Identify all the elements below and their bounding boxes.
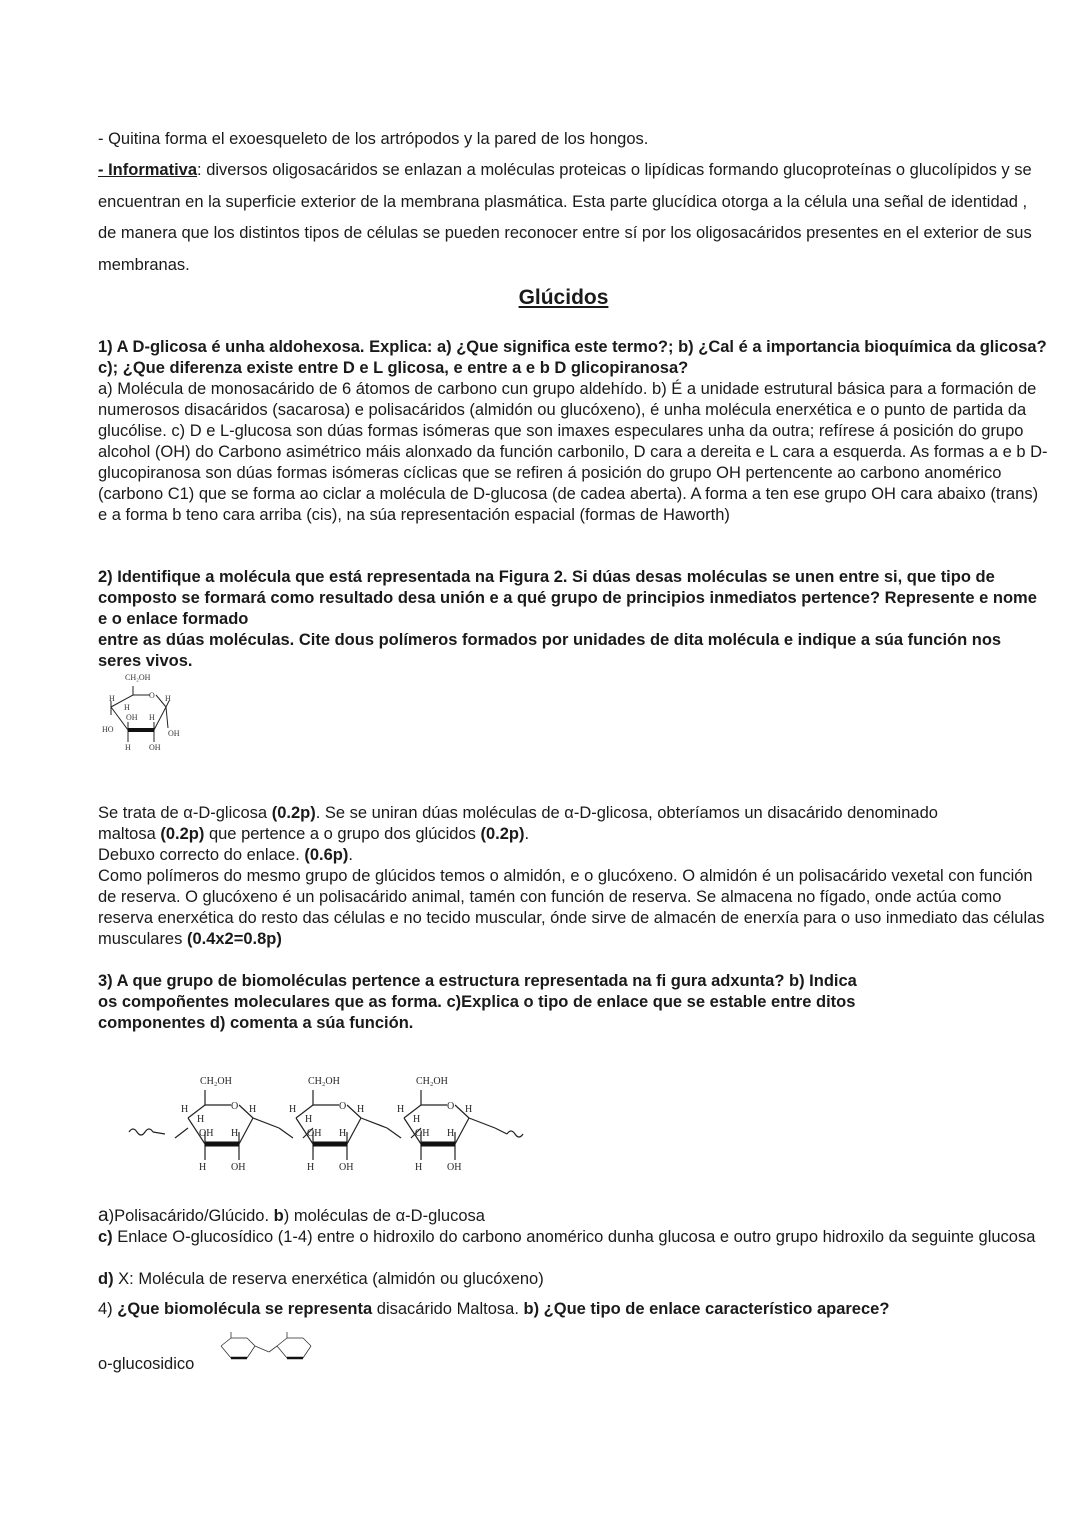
- fig2-h-label: H: [109, 694, 115, 703]
- q2-answer-line3: [98, 845, 1048, 866]
- informativa-text: : diversos oligosacáridos se enlazan a moléculas proteicas o lipídicas formando glucoproteínas o glucolípidos y se encuentran en la superficie exterior de la membrana plasmática. Esta parte glucídica otorga a la célula una señal de identidad , de manera que los distintos tipos de células se pueden reconocer entre sí por los oligosacáridos presentes en el exterior de sus membranas.: [98, 161, 1032, 274]
- q2-points: (0.2p): [271, 804, 316, 822]
- fig2-h-label: H: [165, 694, 171, 703]
- q1-answer: a) Molécula de monosacárido de 6 átomos de carbono cun grupo aldehído. b) É a unidade estrutural básica para a formación de numerosos disacáridos (sacarosa) e polisacáridos (almidón ou glucóxeno), é unha molécula enerxética e o punto de partida da glucólise. c) D e L-glucosa son dúas formas isómeras que son imaxes especulares unha da outra; refírese á posición do grupo alcohol (OH) do Carbono asimétrico máis alonxado da función carbonilo, D cara a dereita e L cara a esquerda. As formas a e b D-glucopiranosa son dúas formas isómeras cíclicas que se refiren á posición do grupo OH pertencente ao carbono anomérico (carbono C1) que se forma ao ciclar a molécula de D-glucosa (de cadea aberta). A forma a ten ese grupo OH cara abaixo (trans) e a forma b teno cara arriba (cis), na súa representación espacial (formas de Haworth): [98, 380, 1048, 524]
- fig3-ch2oh-label: CH₂OH: [200, 1076, 232, 1087]
- fig2-h-label: H: [149, 713, 155, 722]
- fig3-h-label: H: [307, 1162, 315, 1173]
- informativa-label: - Informativa: [98, 161, 198, 179]
- fig2-ch2oh-label: CH₂OH: [125, 673, 151, 682]
- q2-points: (0.6p): [304, 846, 349, 864]
- q2-points: (0.2p): [480, 825, 525, 843]
- fig3-o-label: O: [231, 1101, 239, 1112]
- answer-letter: b: [273, 1207, 284, 1225]
- fig3-h-label: H: [249, 1104, 257, 1115]
- answer-letter: a: [98, 1205, 109, 1226]
- fig3-ch2oh-label: CH₂OH: [416, 1076, 448, 1087]
- q2-answer-text: Debuxo correcto do enlace.: [98, 846, 305, 864]
- glucose-figure: [98, 670, 193, 755]
- fig3-h-label: H: [231, 1128, 239, 1139]
- q3-answer-text: ) moléculas de α-D-glucosa: [283, 1207, 485, 1225]
- q3-answer-c: [98, 1227, 1048, 1248]
- section-title: Glúcidos: [518, 286, 609, 309]
- q2-points: (0.4x2=0.8p): [186, 930, 282, 948]
- fig3-h-label: H: [199, 1162, 207, 1173]
- fig3-oh-label: OH: [307, 1128, 322, 1139]
- fig2-h-label: H: [124, 703, 130, 712]
- polysaccharide-figure: [125, 1060, 535, 1175]
- maltose-figure: [213, 1322, 313, 1370]
- fig3-ch2oh-label: CH₂OH: [308, 1076, 340, 1087]
- q1-question: 1) A D-glicosa é unha aldohexosa. Explica: a) ¿Que significa este termo?; b) ¿Cal é a importancia bioquímica da glicosa? c); ¿Que diferenza existe entre D e L glicosa, e entre a e b D glicopiranosa?: [98, 338, 1047, 377]
- fig3-oh-label: OH: [447, 1162, 462, 1173]
- q4-text-bold: ¿Que biomolécula se representa: [117, 1300, 373, 1318]
- fig3-h-label: H: [397, 1104, 405, 1115]
- q3-question-line2: os compoñentes moleculares que as forma. c)Explica o tipo de enlace que se estable entre ditos: [98, 993, 856, 1011]
- q2-answer-paragraph: [98, 866, 1048, 950]
- q2-answer-text: .: [348, 846, 353, 864]
- q4-text: 4): [98, 1300, 118, 1318]
- fig3-oh-label: OH: [231, 1162, 246, 1173]
- q4-text-bold: b) ¿Que tipo de enlace característico aparece?: [523, 1300, 890, 1318]
- fig3-h-label: H: [289, 1104, 297, 1115]
- q3-answer-d: [98, 1269, 1048, 1290]
- q3-answer-ab: [98, 1205, 1048, 1227]
- fig2-o-label: O: [149, 691, 155, 700]
- fig3-o-label: O: [447, 1101, 455, 1112]
- q2-answer-text: maltosa: [98, 825, 161, 843]
- q3-question-line1: 3) A que grupo de biomoléculas pertence a estructura representada na fi gura adxunta? b) Indica: [98, 972, 857, 990]
- fig3-o-label: O: [339, 1101, 347, 1112]
- q2-question-part1: 2) Identifique a molécula que está representada na Figura 2. Si dúas desas moléculas se unen entre si, que tipo de composto se formará como resultado desa unión e a qué grupo de principios inmediatos pertence? Represente e nome e o enlace formado: [98, 568, 1037, 628]
- q3-question-line3: componentes d) comenta a súa función.: [98, 1014, 414, 1032]
- q3-answer-text: X: Molécula de reserva enerxética (almidón ou glucóxeno): [113, 1270, 544, 1288]
- fig2-h-label: H: [125, 743, 131, 752]
- q3-answer-text: )Polisacárido/Glúcido.: [108, 1207, 274, 1225]
- quitina-line: - Quitina forma el exoesqueleto de los artrópodos y la pared de los hongos.: [98, 130, 649, 148]
- fig3-h-label: H: [447, 1128, 455, 1139]
- fig3-h-label: H: [357, 1104, 365, 1115]
- fig2-oh-label: OH: [149, 743, 161, 752]
- fig3-h-label: H: [339, 1128, 347, 1139]
- fig3-h-label: H: [181, 1104, 189, 1115]
- q4-text: disacárido Maltosa.: [372, 1300, 524, 1318]
- fig2-oh-label: OH: [168, 729, 180, 738]
- fig3-h-label: H: [415, 1162, 423, 1173]
- q2-answer-line2: [98, 824, 1048, 845]
- q2-answer-text: . Se se uniran dúas moléculas de α-D-glicosa, obteríamos un disacárido denominado: [315, 804, 938, 822]
- q2-points: (0.2p): [160, 825, 205, 843]
- informativa-paragraph: [98, 155, 1048, 281]
- fig3-h-label: H: [413, 1114, 421, 1125]
- answer-letter: c): [98, 1228, 113, 1246]
- fig3-h-label: H: [465, 1104, 473, 1115]
- q2-answer-text: Se trata de α-D-glicosa: [98, 804, 272, 822]
- fig2-oh-label: OH: [126, 713, 138, 722]
- answer-letter: d): [98, 1270, 114, 1288]
- fig3-h-label: H: [305, 1114, 313, 1125]
- fig3-oh-label: OH: [339, 1162, 354, 1173]
- fig3-oh-label: OH: [199, 1128, 214, 1139]
- q2-answer-text: .: [524, 825, 530, 843]
- q2-answer-text: Como polímeros do mesmo grupo de glúcidos temos o almidón, e o glucóxeno. O almidón é un polisacárido vexetal con función de reserva. O glucóxeno é un polisacárido animal, tamén con función de reserva. Se almacena no fígado, onde actúa como reserva enerxética do resto das células e no tecido muscular, ónde sirve de almacén de enerxía para o uso inmediato das células musculares: [98, 867, 1045, 948]
- q3-answer-text: Enlace O-glucosídico (1-4) entre o hidroxilo do carbono anomérico dunha glucosa e outro grupo hidroxilo da seguinte glucosa: [112, 1228, 1036, 1246]
- fig3-oh-label: OH: [415, 1128, 430, 1139]
- q4-question: [98, 1299, 1048, 1320]
- q2-question-part2: entre as dúas moléculas. Cite dous polímeros formados por unidades de dita molécula e indique a súa función nos seres vivos.: [98, 631, 1002, 670]
- fig3-h-label: H: [197, 1114, 205, 1125]
- q4-answer: o-glucosidico: [98, 1355, 195, 1373]
- q2-answer-text: que pertence a o grupo dos glúcidos: [204, 825, 481, 843]
- q2-answer-line1: [98, 803, 1048, 824]
- fig2-ho-label: HO: [102, 725, 114, 734]
